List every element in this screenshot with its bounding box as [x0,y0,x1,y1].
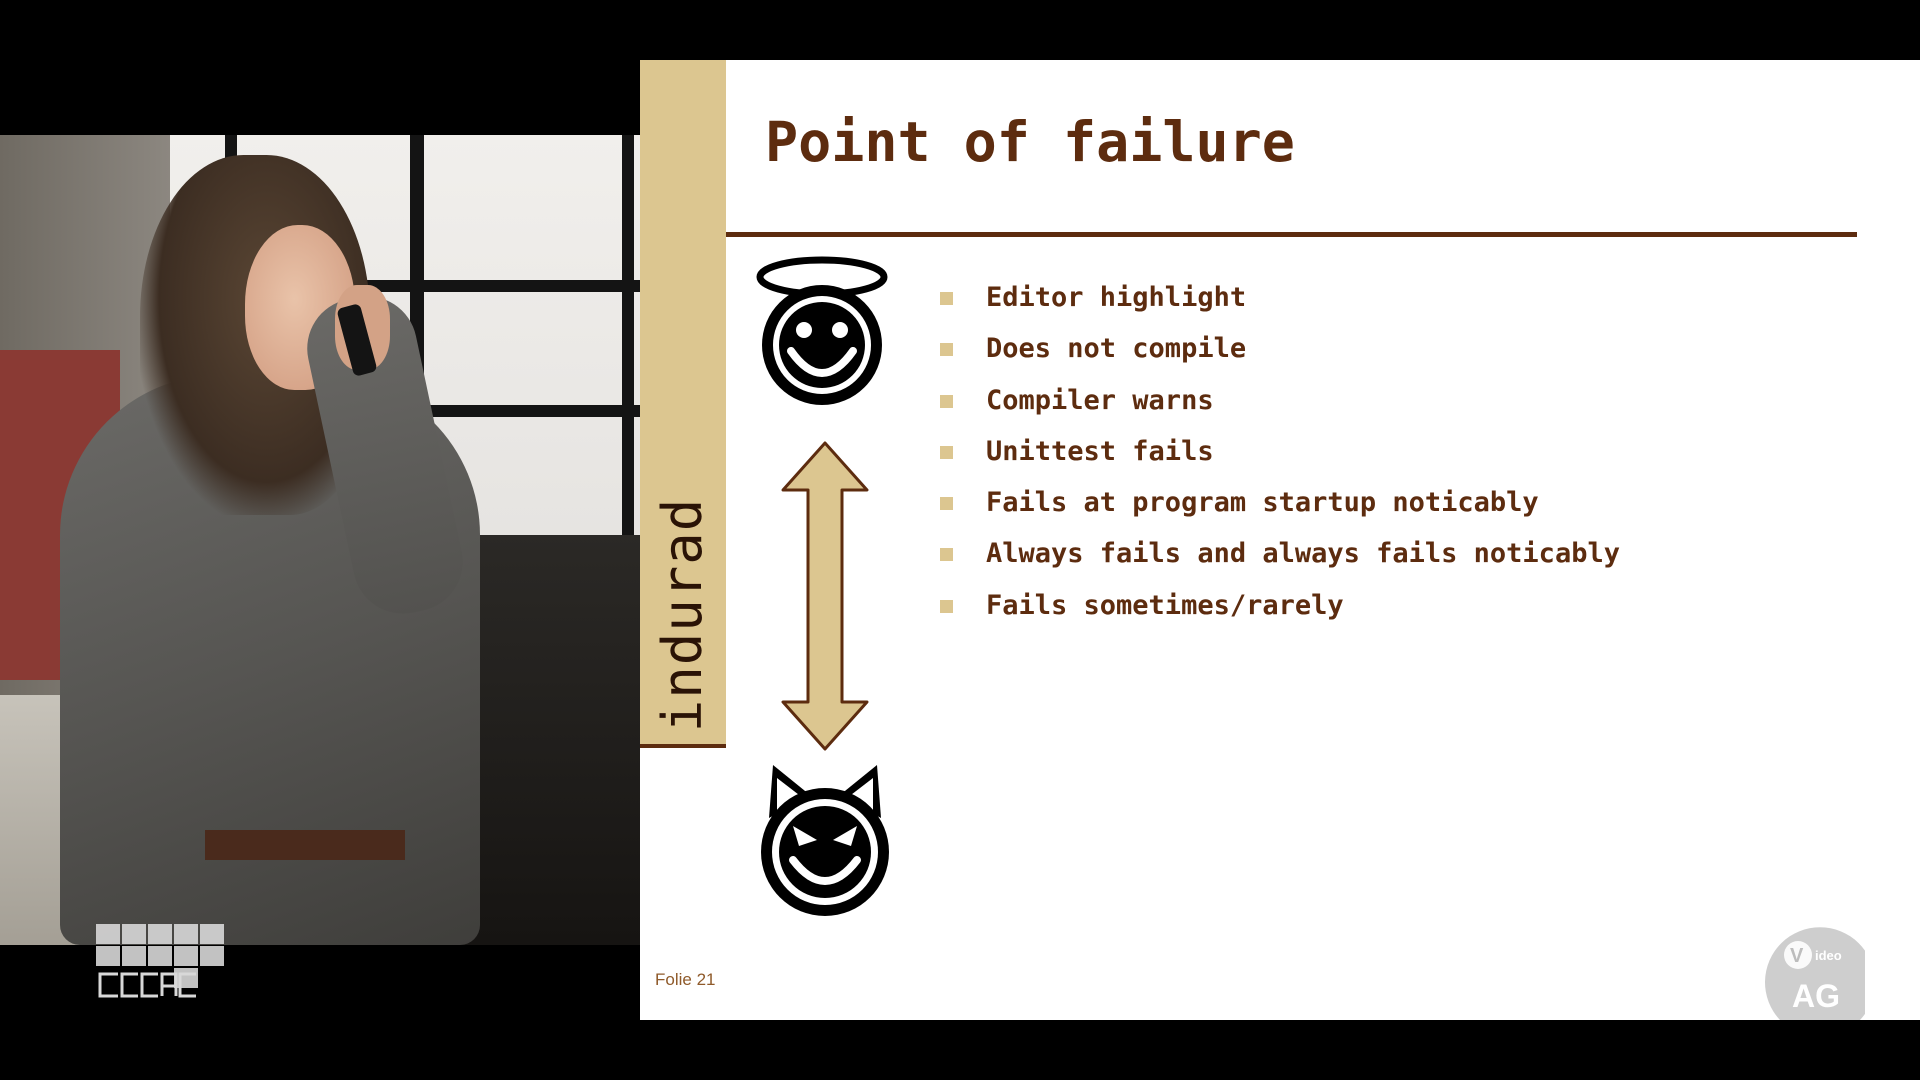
bullet-marker [940,395,953,408]
slide-sidebar [640,60,726,748]
bullet-text: Compiler warns [986,384,1214,416]
bullet-list [940,272,1620,631]
sidebar-brand-label: indurad [651,497,714,733]
bullet-marker [940,600,953,613]
bullet-item [940,580,1620,631]
slide-title: Point of failure [765,110,1295,174]
bullet-marker [940,497,953,510]
svg-text:AG: AG [1792,978,1840,1014]
bullet-text: Always fails and always fails noticably [986,538,1620,570]
speaker-belt [205,830,405,860]
slide-number: Folie 21 [655,970,716,989]
bullet-item [940,477,1620,528]
bullet-text: Fails at program startup noticably [986,487,1539,519]
bullet-marker [940,548,953,561]
bullet-item [940,426,1620,477]
bullet-text: Unittest fails [986,435,1214,467]
title-divider [726,232,1857,237]
video-ag-logo [1720,925,1865,1020]
svg-text:V: V [1790,945,1804,967]
bullet-text: Does not compile [986,333,1247,365]
svg-text:ideo: ideo [1815,948,1842,963]
bullet-text: Fails sometimes/rarely [986,589,1344,621]
bullet-marker [940,446,953,459]
bullet-marker [940,292,953,305]
bullet-item [940,272,1620,323]
curtain-frame-line [622,135,634,535]
angel-smiley-icon [755,255,889,415]
bullet-item [940,528,1620,579]
bullet-item [940,375,1620,426]
bullet-text: Editor highlight [986,282,1247,313]
bullet-item [940,323,1620,374]
presentation-slide [640,60,1920,1020]
double-arrow-icon [780,440,870,752]
speaker-video-feed [0,135,640,945]
bullet-marker [940,343,953,356]
cccac-logo [96,924,224,1000]
devil-smiley-icon [755,760,895,920]
